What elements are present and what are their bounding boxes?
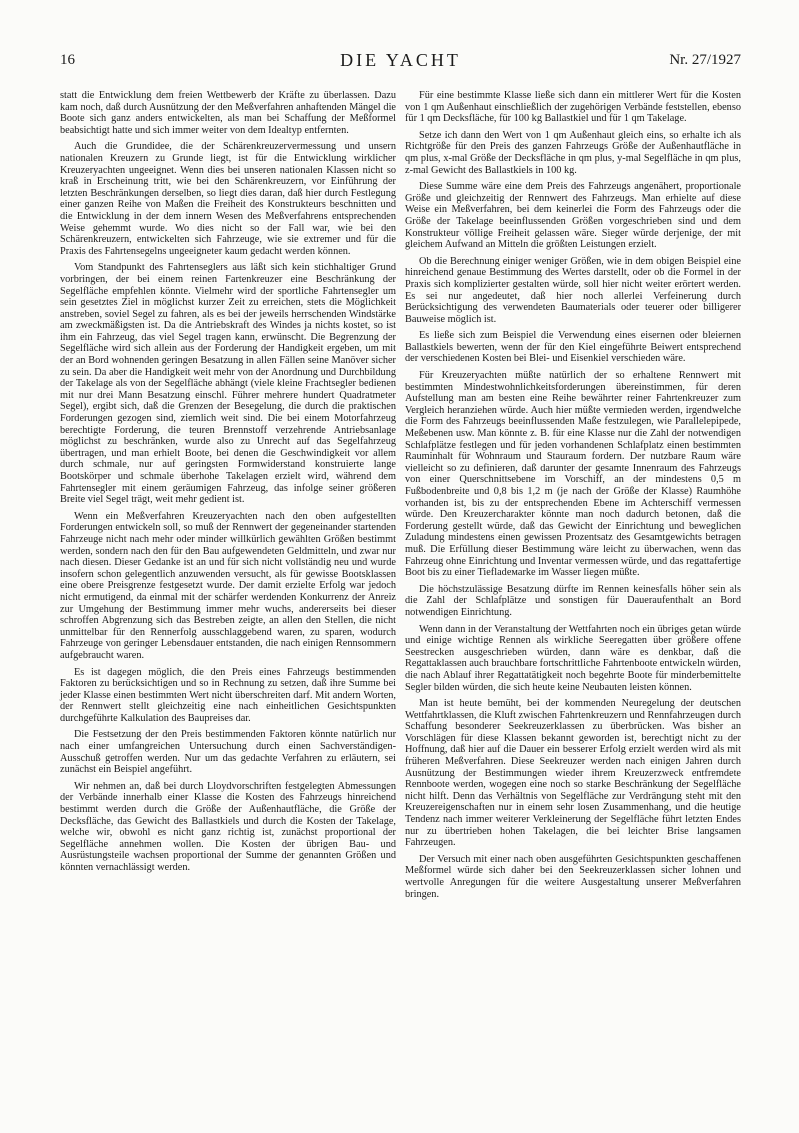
paragraph: Es ließe sich zum Beispiel die Verwendung eines eisernen oder bleiernen Ballastkiels bewerten, wenn der für den Kiel eingeführte Beiwert entsprechend der verschiedenen Kosten bei Blei- und Eisenkiel verschieden wäre. — [405, 330, 741, 365]
paragraph: Diese Summe wäre eine dem Preis des Fahrzeugs angenähert, proportionale Größe und gleichzeitig der Rennwert des Fahrzeugs. Man erhielte auf diese Weise ein Meßverfahren, bei dem keinerlei die Form des Fahrzeugs oder die Größe der Takelage beeinflussenden Größen vorgeschrieben sind und dem Konstrukteur völlige Freiheit gelassen wäre. Sieger würde derjenige, der mit gleichem Aufwand an Mitteln die größten Leistungen erzielt. — [405, 181, 741, 251]
paragraph: Für eine bestimmte Klasse ließe sich dann ein mittlerer Wert für die Kosten von 1 qm Außenhaut einschließlich der zugehörigen Verbände feststellen, ebenso für 1 qm Decksfläche, für 100 kg Ballastkiel und für 1 qm Takelage. — [405, 90, 741, 125]
paragraph: Wenn dann in der Veranstaltung der Wettfahrten noch ein übriges getan würde und einige wichtige Rennen als wirkliche Seeregatten über größere offene Seestrecken ausgeschrieben würden, dann wäre es denkbar, daß die Regattaklassen auch brauchbare fortschrittliche Fahrtenboote entwickeln würden, die nach Ablauf ihrer Regattatätigkeit noch begehrte Boote für minderbemittelte Segler bilden würden, die sich heute keine Neubauten leisten können. — [405, 623, 741, 693]
paragraph: Auch die Grundidee, die der Schärenkreuzervermessung und unsern nationalen Kreuzern zu Grunde liegt, ist für die Entwicklung wirklicher Kreuzeryachten ungeeignet. Wenn dies bei unseren nationalen Klassen nicht so kraß in Erscheinung tritt, wie bei den Schärenkreuzern, vor Einführung der letzten Beschränkungen derselben, so liegt dies daran, daß hier durch Festlegung einer ganzen Reihe von Maßen die Freiheit des Konstrukteurs beschnitten und die Entwicklung in der dem innern Wesen des Meßverfahrens entsprechenden Weise gehemmt wurde. Wo dies nicht so der Fall war, wie bei den Schärenkreuzern, entwickelten sich Fahrzeuge, wie sie extremer und für die Praxis des Fahrtensegelns ungeeigneter kaum gedacht werden können. — [60, 141, 396, 257]
journal-title: DIE YACHT — [340, 50, 461, 70]
paragraph: Es ist dagegen möglich, die den Preis eines Fahrzeugs bestimmenden Faktoren zu berücksichtigen und so in Rechnung zu setzen, daß ihre Summe bei jeder Klasse einen bestimmten Wert nicht überschreiten darf. Mit andern Worten, der Rennwert stellt gleichzeitig eine nach einheitlichen Gesichtspunkten durchgeführte Kalkulation des Baupreises dar. — [60, 666, 396, 724]
paragraph: Die Festsetzung der den Preis bestimmenden Faktoren könnte natürlich nur nach einer umfangreichen Untersuchung durch einen Sachverständigen-Ausschuß getroffen werden. Nur um das gedachte Verfahren zu erläutern, sei zunächst ein Beispiel angeführt. — [60, 729, 396, 776]
paragraph: Die höchstzulässige Besatzung dürfte im Rennen keinesfalls höher sein als die Zahl der Schlafplätze und sonstigen für Daueraufenthalt an Bord notwendigen Einrichtung. — [405, 583, 741, 618]
page-header — [60, 50, 741, 74]
issue-number: Nr. 27/1927 — [669, 52, 741, 68]
left-column — [60, 90, 396, 879]
paragraph: Setze ich dann den Wert von 1 qm Außenhaut gleich eins, so erhalte ich als Richtgröße für den Preis des ganzen Fahrzeugs Größe der Außenhautfläche in qm plus, x-mal Größe der Decksfläche in qm plus, y-mal Segelfläche in qm plus, z-mal Gewicht des Ballastkiels in 100 kg. — [405, 129, 741, 176]
paragraph: Wenn ein Meßverfahren Kreuzeryachten nach den oben aufgestellten Forderungen entwickeln soll, so muß der Rennwert der gegeneinander startenden Fahrzeuge nicht nach mehr oder minder willkürlich gewählten Größen bestimmt werden, sondern nach den für den Bau aufgewendeten Geldmitteln, und zwar nur nach diesen. Dieser Gedanke ist an und für sich nicht vollständig neu und wurde insofern schon gelegentlich anzuwenden versucht, als für gewisse Bootsklassen eine obere Preisgrenze festgesetzt wurde. Der damit erzielte Erfolg war jedoch nicht ermutigend, da einmal mit der schärfer werdenden Konkurrenz der Anreiz zur Umgehung der Bestimmung immer mehr wuchs, andererseits bei dieser schroffen Abgrenzung sich das Bestreben zeigte, an allen den Stellen, die nicht unmittelbar für den Rennerfolg ausschlaggebend waren, zu sparen, wodurch Fahrzeuge von geringer Lebensdauer entstanden, die nach einigen Rennsommern aufgebraucht waren. — [60, 510, 396, 661]
right-column — [405, 90, 741, 905]
page-number: 16 — [60, 52, 75, 68]
paragraph: Ob die Berechnung einiger weniger Größen, wie in dem obigen Beispiel eine hinreichend genaue Bestimmung des Wertes darstellt, oder ob die Formel in der Praxis sich komplizierter gestalten würde, soll hier nicht weiter erörtert werden. Es sei nur angedeutet, daß hier noch allerlei Verfeinerung durch Berücksichtigung des verwendeten Baumaterials oder teuerer oder billigerer Bauweise möglich ist. — [405, 255, 741, 325]
paragraph: Vom Standpunkt des Fahrtenseglers aus läßt sich kein stichhaltiger Grund vorbringen, der bei einem reinen Fartenkreuzer eine Beschränkung der Segelfläche empfehlen könnte. Vielmehr wird der sportliche Fahrtensegler um sein gesetztes Ziel in möglichst kurzer Zeit zu erreichen, stets die Möglichkeit anstreben, soviel Segel zu fahren, als es bei der jeweils herrschenden Windstärke am zweckmäßigsten ist. Da die Antriebskraft des Windes ja nichts kostet, so ist ihm ein Fahrzeug, das viel Segel tragen kann, erwünscht. Die Begrenzung der Segelfläche wird sich allein aus der Forderung der Handigkeit ergeben, um mit der an Bord wohnenden geringen Besatzung in allen Fällen seine Manöver sicher zu sein. Da aber die Handigkeit weit mehr von der Anordnung und Durchbildung der Takelage als von der Segelfläche abhängt (viele kleine Frachtsegler bedienen mit nur drei Mann Besatzung einschl. Führer mehrere hundert Quadratmeter Segel), ergibt sich, daß die Grenzen der Besegelung, die durch die praktischen Forderungen gezogen sind, ziemlich weit sind. Die bei einem Motorfahrzeug berechtigte Forderung, die teuren Brennstoff verzehrende Antriebsanlage möglichst zu beschränken, wurde also zu Unrecht auf das Segelfahrzeug übertragen, und man erhielt Boote, bei denen die Geschwindigkeit vor allem durch schmale, nur auf geringsten Formwiderstand konstruierte lange Bootskörper und schmale überhohe Takelagen erzielt wird, während dem Fahrtensegler mit einem geräumigen Fahrzeug, das infolge seiner größeren Breite viel Segel trägt, weit mehr gedient ist. — [60, 262, 396, 506]
paragraph: statt die Entwicklung dem freien Wettbewerb der Kräfte zu überlassen. Dazu kam noch, daß durch Ausnützung der den Meßverfahren anhaftenden Mängel die Boote sich ganz anders entwickelten, als man bei Schaffung der Meßformel beabsichtigt hatte und sich immer weiter von dem Idealtyp entfernten. — [60, 90, 396, 136]
paragraph: Wir nehmen an, daß bei durch Lloydvorschriften festgelegten Abmessungen der Verbände innerhalb einer Klasse die Kosten des Fahrzeugs hinreichend bestimmt werden durch die Größe der Außenhautfläche, die Größe der Decksfläche, das Gewicht des Ballastkiels und durch die Kosten der Takelage, welche wir, obwohl es nicht ganz richtig ist, zunächst proportional der Segelfläche annehmen wollen. Die Kosten der übrigen Bau- und Ausrüstungsteile wachsen proportional der Summe der genannten Größen und könnten vernachlässigt werden. — [60, 780, 396, 873]
paragraph: Der Versuch mit einer nach oben ausgeführten Gesichtspunkten geschaffenen Meßformel würde sich daher bei den Seekreuzerklassen sicher lohnen und wertvolle Anregungen für die weitere Ausgestaltung unserer Meßverfahren bringen. — [405, 853, 741, 900]
paragraph: Für Kreuzeryachten müßte natürlich der so erhaltene Rennwert mit bestimmten Mindestwohnlichkeitsforderungen übereinstimmen, für deren Aufstellung man am besten eine Reihe bewährter reiner Fahrtenkreuzer zum Vergleich heranziehen würde. Auch hier müßte vermieden werden, irgendwelche die Form des Fahrzeugs beeinflussenden Maße festzulegen, wie Parallelepipede, Meßebenen usw. Man könnte z. B. für eine Klasse nur die Zahl der notwendigen Schlafplätze festlegen und für jeden vorhandenen Schlafplatz einen bestimmten Rauminhalt für Wohnraum und Stauraum fordern. Der nutzbare Raum wäre vielleicht so zu definieren, daß darunter der gesamte Innenraum des Fahrzeugs von einer Querschnittsebene im Vorschiff, an der mindestens 0,5 m Fußbodenbreite und 0,8 bis 1,2 m (je nach der Größe der Klasse) Raumhöhe vorhanden ist, bis zu der entsprechenden Ebene im Achterschiff vermessen würde. Den Kreuzercharakter könnte man noch dadurch betonen, daß die Forderung gestellt würde, daß das Gewicht der Einrichtung und beweglichen Zuladung mindestens einen gewissen Prozentsatz des Gesamtgewichts betragen muß. Die Erfüllung dieser Bestimmung wäre leicht zu überwachen, wenn das Fahrzeug ohne Einrichtung und Inventar vermessen würde, und das regattafertige Boot bis zu einer Tiefladемarke im Wasser liegen müßte. — [405, 370, 741, 579]
paragraph: Man ist heute bemüht, bei der kommenden Neuregelung der deutschen Wettfahrtklassen, die Kluft zwischen Fahrtenkreuzern und Rennfahrzeugen durch Schaffung besonderer Seekreuzerklassen zu überbrücken. Was bisher an Vorschlägen für diese Klassen bekannt geworden ist, berechtigt nicht zu der Hoffnung, daß hier auf die Dauer ein besserer Erfolg erzielt werden wird als mit früheren Meßverfahren. Diese Seekreuzer werden nach einigen Jahren durch Ausnützung der Bestimmungen wieder ihrem Kreuzerzweck entfremdete Rennboote werden, wogegen eine noch so starke Beschränkung der Segelfläche nicht hilft. Denn das Verhältnis von Segelfläche zur Verdrängung steht mit den Kreuzereigenschaften nur in einem sehr losen Zusammenhang, und die heutige Tendenz nach immer weiterer Verkleinerung der Segelfläche führt letzten Endes nur zu übertrieben hohen Takelagen, die bei leichter Brise langsamen Fahrzeugen. — [405, 698, 741, 849]
